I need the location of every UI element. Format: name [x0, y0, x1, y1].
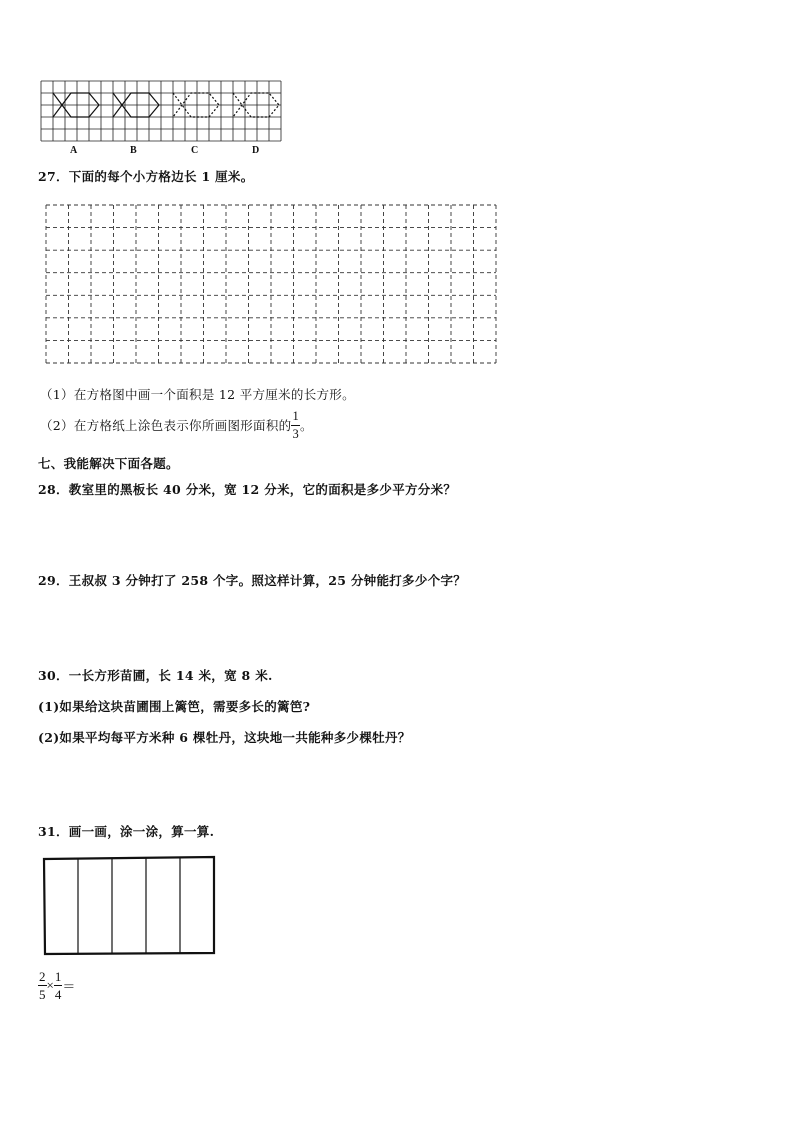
equals-sign: ＝: [62, 979, 76, 994]
option-label-b: B: [130, 145, 137, 156]
q27-title: 27．下面的每个小方格边长 1 厘米。: [38, 169, 254, 184]
q28-text: 28．教室里的黑板长 40 分米，宽 12 分米，它的面积是多少平方分米？: [38, 482, 457, 497]
times-sign: ×: [46, 977, 54, 993]
fraction-denominator: 4: [54, 987, 62, 1002]
q27-dashed-grid[interactable]: [45, 204, 497, 364]
fraction-numerator: 2: [39, 969, 46, 984]
option-label-d: D: [252, 145, 260, 156]
q27-sub2: [40, 410, 313, 440]
section-7-heading: 七、我能解决下面各题。: [38, 456, 179, 471]
q27-sub1: （1）在方格图中画一个面积是 12 平方厘米的长方形。: [40, 387, 355, 402]
q31-divided-rectangle[interactable]: [42, 856, 217, 956]
fraction-numerator: 1: [54, 969, 62, 984]
option-label-a: A: [70, 145, 78, 156]
fraction-denominator: 5: [39, 987, 46, 1002]
q27-sub2-end: 。: [300, 418, 313, 433]
fraction-two-fifths: [38, 970, 47, 1001]
q30-text: 30．一长方形苗圃，长 14 米，宽 8 米.: [38, 668, 273, 683]
one-third-fraction: [291, 410, 300, 440]
q29-text: 29．王叔叔 3 分钟打了 258 个字。照这样计算，25 分钟能打多少个字？: [38, 573, 467, 588]
rectangle-outline: [44, 857, 214, 954]
fraction-denominator: 3: [292, 426, 300, 441]
q27-sub2-text: （2）在方格纸上涂色表示你所画图形面积的: [40, 418, 292, 433]
q30-sub2: (2)如果平均每平方米种 6 棵牡丹，这块地一共能种多少棵牡丹？: [38, 730, 411, 745]
q31-expression: [38, 970, 75, 1001]
fish-options-figure: [40, 80, 282, 142]
option-label-c: C: [191, 145, 199, 156]
q31-text: 31．画一画，涂一涂，算一算.: [38, 824, 215, 839]
q30-sub1: (1)如果给这块苗圃围上篱笆，需要多长的篱笆?: [38, 699, 311, 714]
fraction-numerator: 1: [291, 410, 300, 426]
